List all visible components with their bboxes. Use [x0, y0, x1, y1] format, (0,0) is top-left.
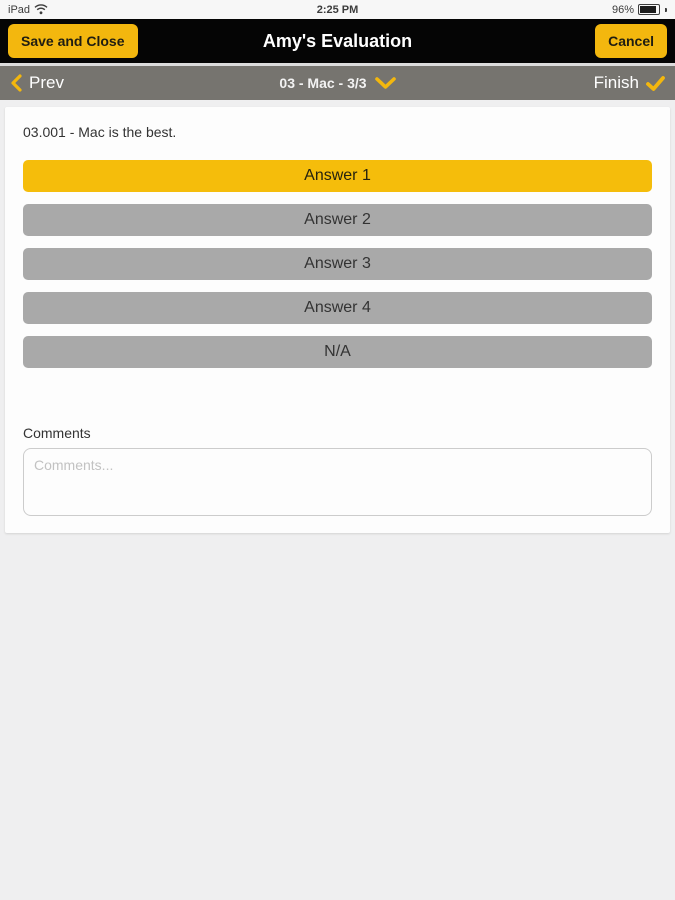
- battery-percent: 96%: [611, 3, 634, 16]
- checkmark-icon: [646, 76, 665, 91]
- section-label: 03 - Mac - 3/3: [279, 75, 367, 91]
- answer-button-na[interactable]: N/A: [23, 336, 652, 368]
- chevron-down-icon: [375, 77, 396, 90]
- page-title: Amy's Evaluation: [262, 30, 413, 51]
- cancel-button[interactable]: Cancel: [595, 24, 667, 58]
- device-label: iPad: [8, 3, 31, 16]
- section-selector[interactable]: [0, 75, 675, 91]
- comments-input[interactable]: [23, 448, 652, 516]
- status-bar: [0, 0, 675, 19]
- question-text: 03.001 - Mac is the best.: [23, 124, 177, 140]
- finish-label: Finish: [593, 73, 639, 92]
- answer-button-2[interactable]: Answer 2: [23, 204, 652, 236]
- wifi-icon: [34, 4, 48, 15]
- comments-section: [23, 425, 652, 521]
- question-card: [5, 107, 670, 533]
- comments-label: Comments: [23, 425, 91, 441]
- answer-list: [23, 160, 652, 368]
- answer-button-3[interactable]: Answer 3: [23, 248, 652, 280]
- question-nav-bar: [0, 66, 675, 100]
- battery-icon: [638, 4, 660, 15]
- battery-tip: [665, 8, 667, 12]
- content-area: [0, 100, 675, 533]
- prev-button[interactable]: [10, 73, 64, 93]
- chevron-left-icon: [10, 74, 22, 92]
- prev-label: Prev: [29, 73, 64, 92]
- app-header: [0, 19, 675, 66]
- clock: 2:25 PM: [316, 3, 359, 16]
- answer-button-1[interactable]: Answer 1: [23, 160, 652, 192]
- save-and-close-button[interactable]: Save and Close: [8, 24, 138, 58]
- finish-button[interactable]: [594, 73, 665, 93]
- answer-button-4[interactable]: Answer 4: [23, 292, 652, 324]
